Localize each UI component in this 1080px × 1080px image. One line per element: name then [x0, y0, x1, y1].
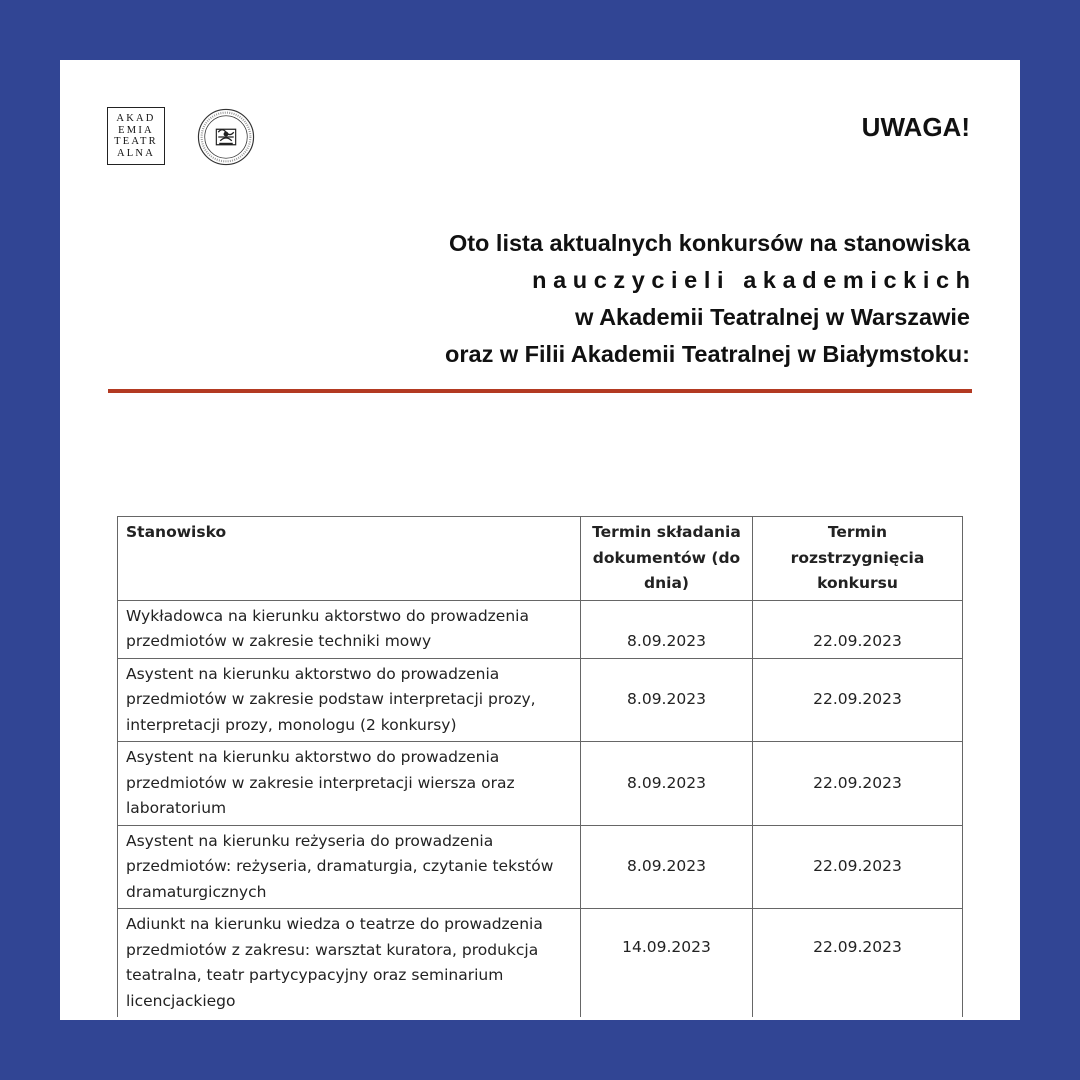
table-row — [118, 600, 963, 658]
deadline-cell: 14.09.2023 — [581, 909, 753, 1018]
logo-line: ALNA — [117, 147, 155, 159]
column-header-deadline: Termin składania dokumentów (do dnia) — [581, 517, 753, 601]
deadline-cell: 8.09.2023 — [581, 825, 753, 909]
logo-line: EMIA — [118, 124, 154, 136]
announcement-card — [60, 60, 1020, 1020]
table-row — [118, 825, 963, 909]
headline-line: oraz w Filii Akademii Teatralnej w Białymstoku: — [445, 341, 970, 367]
logo-line: AKAD — [116, 113, 156, 124]
academy-seal-icon — [197, 108, 255, 166]
competitions-table — [117, 516, 963, 1017]
deadline-cell: 8.09.2023 — [581, 658, 753, 742]
headline — [445, 225, 977, 373]
column-header-resolution: Termin rozstrzygnięcia konkursu — [753, 517, 963, 601]
table-row — [118, 909, 963, 1018]
deadline-cell: 8.09.2023 — [581, 600, 753, 658]
resolution-cell: 22.09.2023 — [753, 658, 963, 742]
divider-rule — [108, 389, 972, 393]
resolution-cell: 22.09.2023 — [753, 742, 963, 826]
position-cell: Asystent na kierunku aktorstwo do prowadzenia przedmiotów w zakresie podstaw interpretacji prozy, interpretacji prozy, monologu (2 konkursy) — [118, 658, 581, 742]
table-row — [118, 742, 963, 826]
academy-logo — [107, 107, 165, 165]
resolution-cell: 22.09.2023 — [753, 909, 963, 1018]
column-header-position: Stanowisko — [118, 517, 581, 601]
headline-line: w Akademii Teatralnej w Warszawie — [575, 304, 970, 330]
headline-line: Oto lista aktualnych konkursów na stanowiska — [448, 230, 970, 256]
logo-line: TEATR — [114, 136, 158, 147]
position-cell: Asystent na kierunku aktorstwo do prowadzenia przedmiotów w zakresie interpretacji wiersza oraz laboratorium — [118, 742, 581, 826]
position-cell: Adiunkt na kierunku wiedza o teatrze do prowadzenia przedmiotów z zakresu: warsztat kuratora, produkcja teatralna, teatr partycypacyjny oraz seminarium licencjackiego — [118, 909, 581, 1018]
resolution-cell: 22.09.2023 — [753, 825, 963, 909]
table-header-row — [118, 517, 963, 601]
notice-title: UWAGA! — [861, 112, 970, 142]
headline-line: nauczycieli akademickich — [532, 267, 977, 293]
deadline-cell: 8.09.2023 — [581, 742, 753, 826]
table-row — [118, 658, 963, 742]
position-cell: Asystent na kierunku reżyseria do prowadzenia przedmiotów: reżyseria, dramaturgia, czytanie tekstów dramaturgicznych — [118, 825, 581, 909]
resolution-cell: 22.09.2023 — [753, 600, 963, 658]
position-cell: Wykładowca na kierunku aktorstwo do prowadzenia przedmiotów w zakresie techniki mowy — [118, 600, 581, 658]
